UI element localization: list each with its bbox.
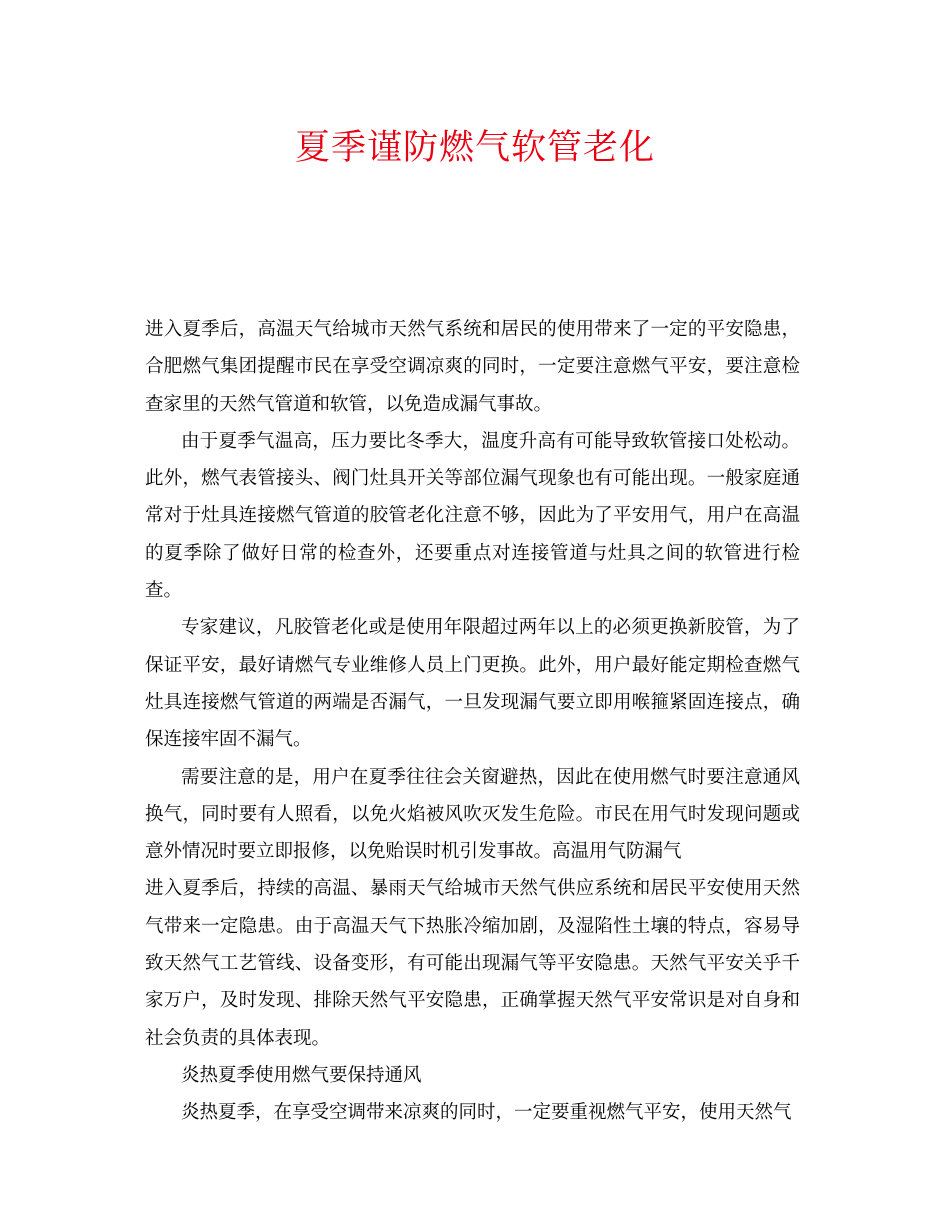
paragraph: 专家建议，凡胶管老化或是使用年限超过两年以上的必须更换新胶管，为了保证平安，最好请燃气专业维修人员上门更换。此外，用户最好能定期检查燃气灶具连接燃气管道的两端是否漏气，一旦发现漏气要立即用喉箍紧固连接点，确保连接牢固不漏气。 [145,617,800,751]
document-title: 夏季谨防燃气软管老化 [294,128,655,168]
document-body [145,311,800,1132]
paragraph: 由于夏季气温高，压力要比冬季大，温度升高有可能导致软管接口处松动。此外，燃气表管接头、阀门灶具开关等部位漏气现象也有可能出现。一般家庭通常对于灶具连接燃气管道的胶管老化注意不够，因此为了平安用气，用户在高温的夏季除了做好日常的检查外，还要重点对连接管道与灶具之间的软管进行检查。 [145,430,800,602]
paragraph: 进入夏季后，高温天气给城市天然气系统和居民的使用带来了一定的平安隐患，合肥燃气集团提醒市民在享受空调凉爽的同时，一定要注意燃气平安，要注意检查家里的天然气管道和软管，以免造成漏气事故。 [145,319,800,415]
paragraph: 炎热夏季，在享受空调带来凉爽的同时，一定要重视燃气平安，使用天然气 [181,1102,792,1124]
subheading: 炎热夏季使用燃气要保持通风 [181,1064,422,1086]
paragraph: 进入夏季后，持续的高温、暴雨天气给城市天然气供应系统和居民平安使用天然气带来一定隐患。由于高温天气下热胀冷缩加剧，及湿陷性土壤的特点，容易导致天然气工艺管线、设备变形，有可能出现漏气等平安隐患。天然气平安关乎千家万户，及时发现、排除天然气平安隐患，正确掌握天然气平安常识是对自身和社会负责的具体表现。 [145,878,800,1049]
paragraph: 需要注意的是，用户在夏季往往会关窗避热，因此在使用燃气时要注意通风换气，同时要有人照看，以免火焰被风吹灭发生危险。市民在用气时发现问题或意外情况时要立即报修，以免贻误时机引发事故。高温用气防漏气 [145,766,800,863]
